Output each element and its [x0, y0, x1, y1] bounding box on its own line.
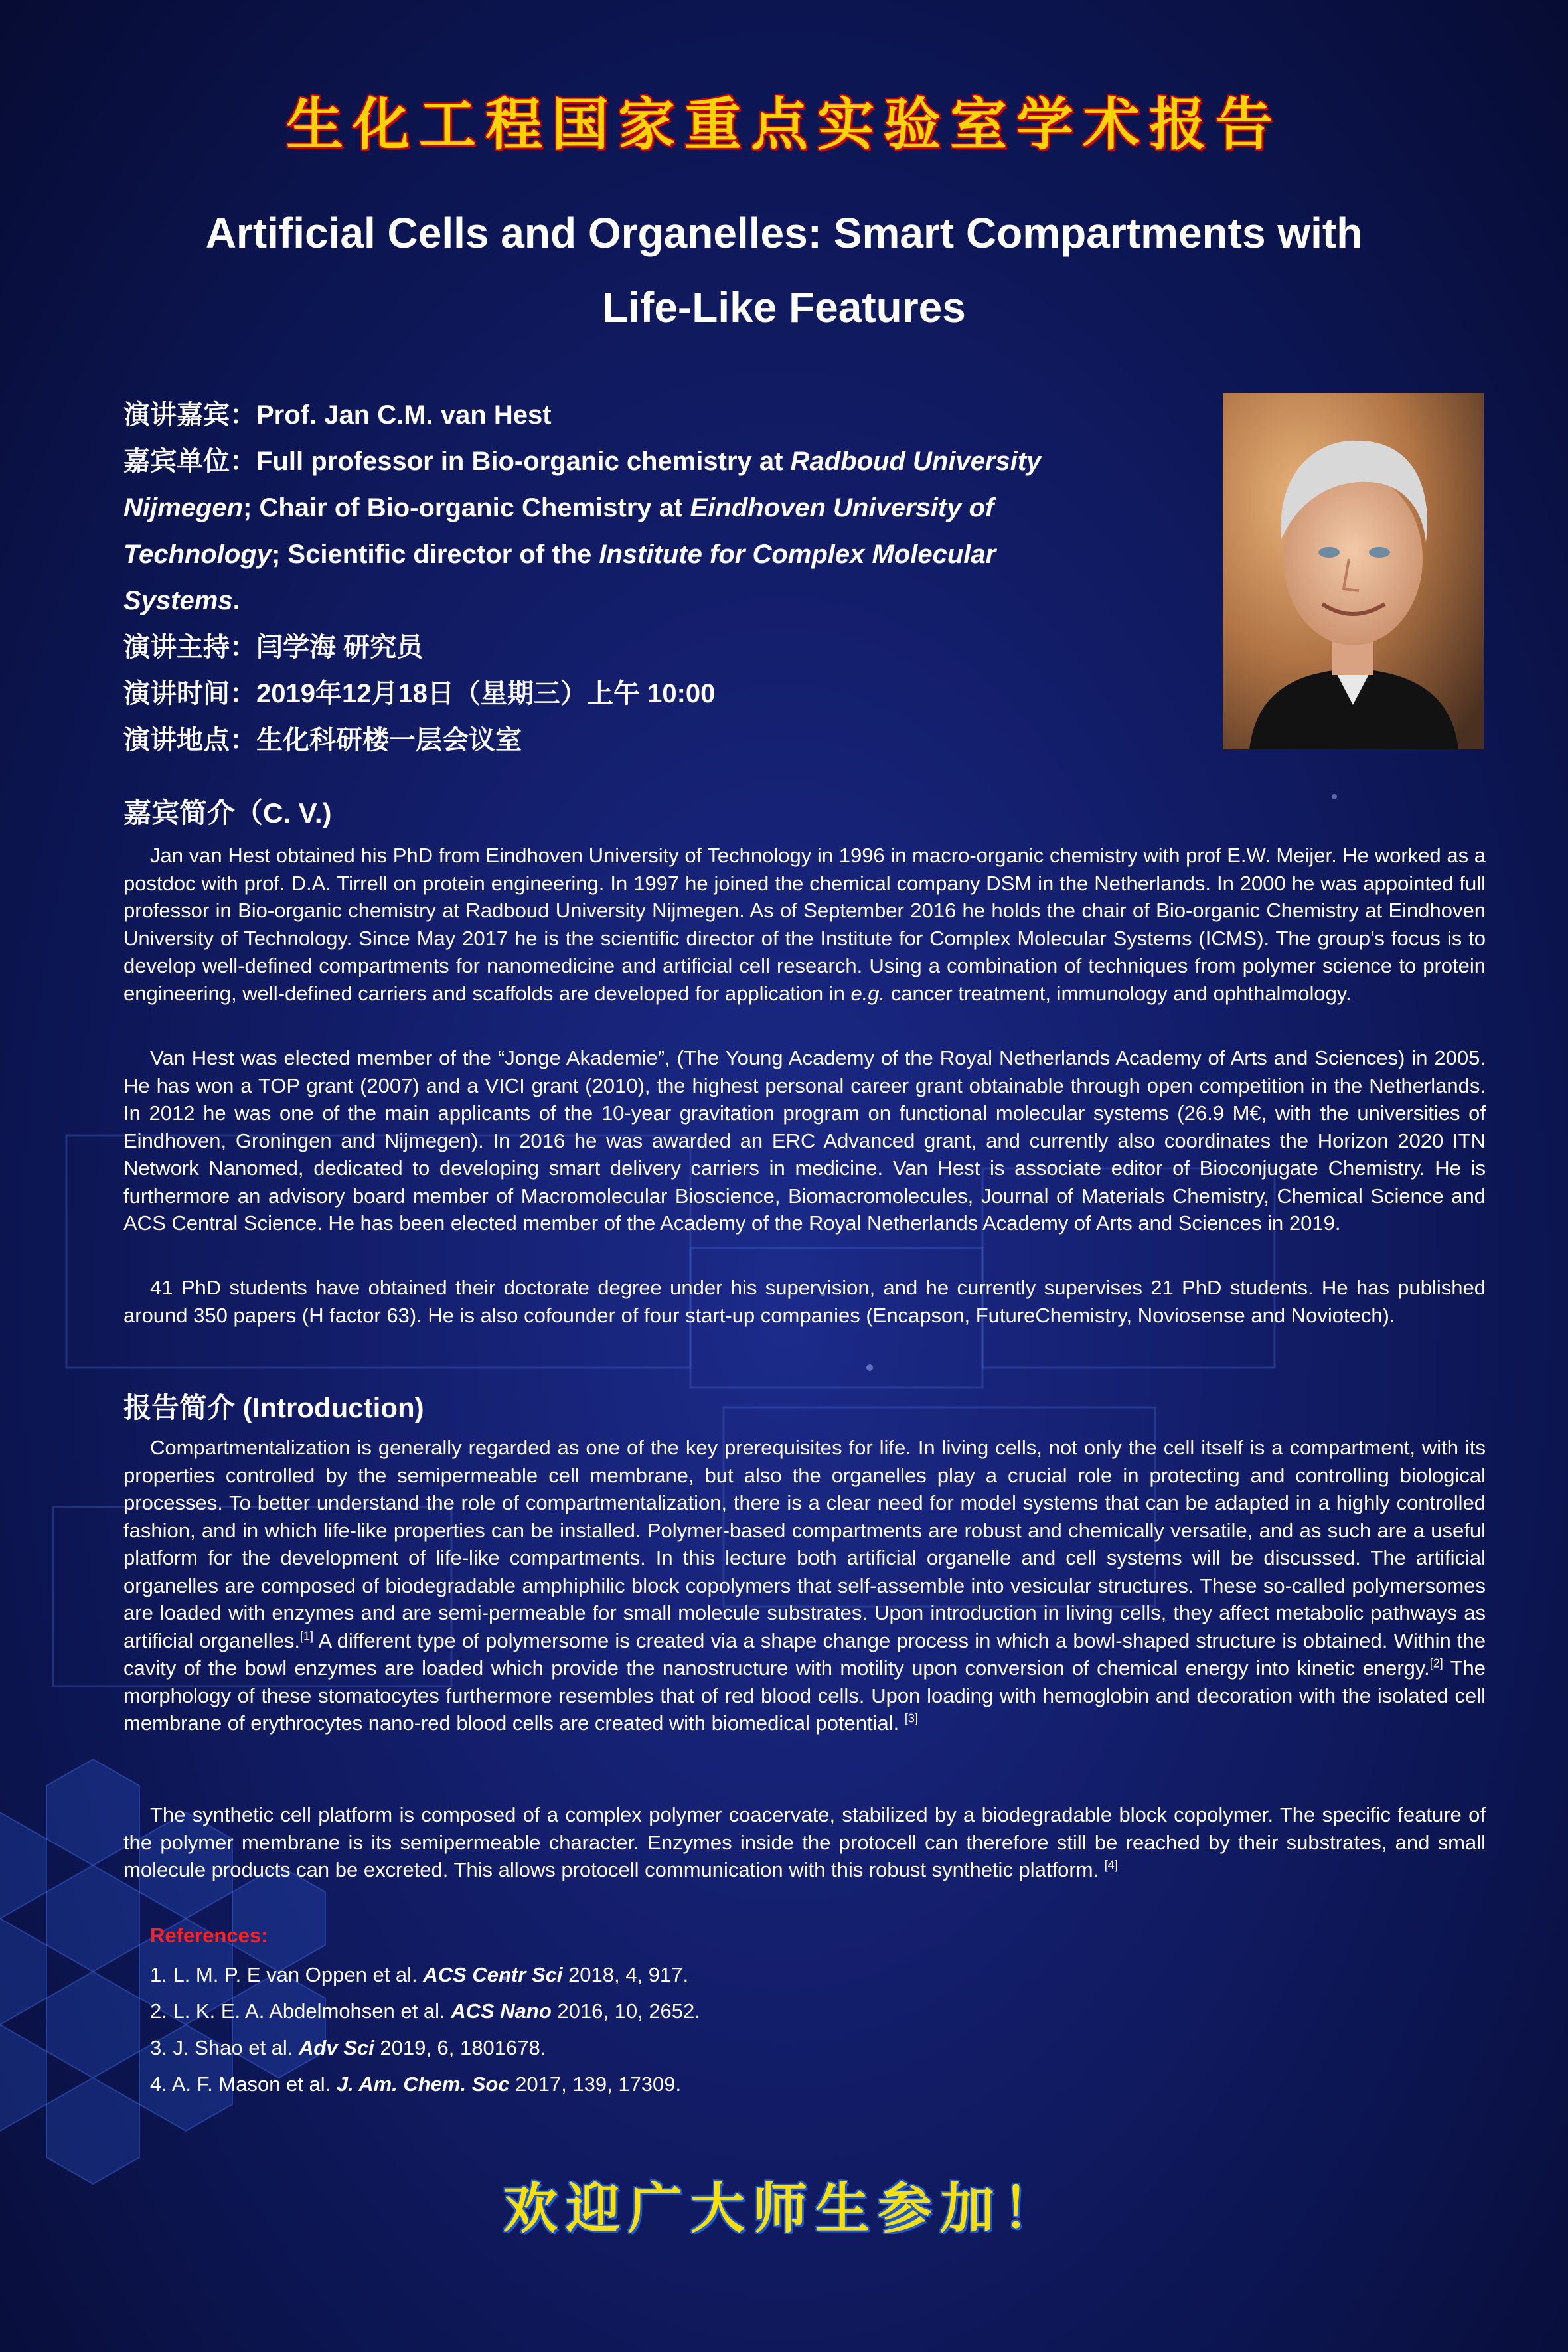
speaker-row — [123, 392, 1186, 438]
speaker-portrait-icon — [1223, 393, 1484, 749]
cv-section-title: 嘉宾简介（C. V.) — [123, 797, 332, 828]
reference-journal: J. Am. Chem. Soc — [336, 2073, 510, 2096]
cv-paragraph — [123, 842, 1486, 1007]
reference-details: 2019, 6, 1801678. — [374, 2036, 546, 2059]
intro-section-title: 报告简介 (Introduction) — [123, 1392, 424, 1423]
time-label: 演讲时间： — [123, 678, 256, 709]
affiliation-text: ; Chair of Bio-organic Chemistry at — [243, 493, 690, 522]
time-row — [123, 670, 1186, 717]
citation-mark: [1] — [299, 1629, 313, 1643]
intro-text: The morphology of these stomatocytes furthermore resembles that of red blood cells. Upon loading with hemoglobin and decoration with the isolated cell membrane of erythrocytes nano-red blood cells are created with biomedical potential. — [123, 1656, 1486, 1735]
affiliation-row — [123, 438, 1186, 624]
talk-place: 生化科研楼一层会议室 — [256, 726, 522, 755]
speaker-label: 演讲嘉宾： — [123, 400, 256, 430]
talk-title-line: Artificial Cells and Organelles: Smart Compartments with — [205, 209, 1363, 257]
citation-mark: [2] — [1429, 1656, 1443, 1670]
reference-details: 2016, 10, 2652. — [551, 1999, 700, 2023]
intro-text: Compartmentalization is generally regarded as one of the key prerequisites for life. In living cells, not only the cell itself is a compartment, with its properties controlled by the semipermeable cell membrane, but also the organelles play a crucial role in protecting and controlling biological processes. To better understand the role of compartmentalization, there is a clear need for model systems that can be adapted in a highly controlled fashion, and in which life-like properties can be installed. Polymer-based compartments are robust and chemically versatile, and as such are a useful platform for the development of life-like compartments. In this lecture both artificial organelle and cell systems will be discussed. The artificial organelles are composed of biodegradable amphiphilic block copolymers that self-assemble into vesicular structures. These so-called polymersomes are loaded with enzymes and are semi-permeable for small molecule substrates. Upon introduction in living cells, they affect metabolic pathways as artificial organelles. — [123, 1436, 1486, 1652]
affiliation-italic: Radboud University — [790, 447, 1042, 476]
reference-journal: Adv Sci — [299, 2036, 374, 2059]
affiliation-text: ; Scientific director of the — [271, 540, 599, 569]
reference-authors: 1. L. M. P. E van Oppen et al. — [150, 1963, 424, 1986]
welcome-banner: 欢迎广大师生参加！ — [503, 2177, 1065, 2240]
references-title: References: — [150, 1924, 268, 1947]
host-row — [123, 624, 1186, 670]
affiliation-italic: Institute for Complex Molecular — [599, 540, 996, 569]
affiliation-text: . — [232, 586, 240, 615]
affiliation-italic: Technology — [123, 540, 272, 569]
reference-item — [150, 2073, 681, 2096]
cv-text-italic: e.g. — [850, 981, 886, 1005]
host-label: 演讲主持： — [123, 632, 256, 663]
reference-details: 2018, 4, 917. — [562, 1963, 689, 1986]
affiliation-italic: Eindhoven University of — [690, 493, 994, 522]
intro-text: The synthetic cell platform is composed of a complex polymer coacervate, stabilized by a biodegradable block copolymer. The specific feature of the polymer membrane is its semipermeable character. Enzymes inside the protocell can therefore still be reached by their substrates, and small molecule products can be excreted. This allows protocell communication with this robust synthetic platform. — [123, 1803, 1486, 1881]
intro-paragraph — [123, 1801, 1486, 1884]
talk-title — [100, 196, 1468, 345]
reference-journal: ACS Centr Sci — [423, 1963, 563, 1986]
poster-title: 生化工程国家重点实验室学术报告 — [286, 92, 1282, 158]
citation-mark: [3] — [904, 1711, 918, 1725]
intro-text: A different type of polymersome is created via a shape change process in which a bowl-shaped structure is obtained. Within the cavity of the bowl enzymes are loaded which provide the nanostructure with motility upon conversion of chemical energy into kinetic energy. — [123, 1628, 1486, 1680]
reference-authors: 2. L. K. E. A. Abdelmohsen et al. — [150, 1999, 451, 2023]
place-label: 演讲地点： — [123, 725, 256, 755]
reference-item — [150, 2036, 546, 2060]
affiliation-label: 嘉宾单位： — [123, 446, 256, 477]
talk-info — [123, 392, 1186, 763]
reference-item — [150, 1999, 700, 2023]
reference-authors: 4. A. F. Mason et al. — [150, 2073, 337, 2096]
affiliation-italic: Nijmegen — [123, 493, 244, 522]
speaker-name: Prof. Jan C.M. van Hest — [256, 400, 552, 430]
speaker-photo — [1223, 393, 1484, 749]
place-row — [123, 717, 1186, 763]
reference-item — [150, 1963, 688, 1987]
reference-journal: ACS Nano — [451, 1999, 552, 2023]
affiliation-text: Full professor in Bio-organic chemistry at — [256, 447, 791, 476]
talk-time: 2019年12月18日（星期三）上午 10:00 — [256, 679, 716, 708]
citation-mark: [4] — [1104, 1858, 1118, 1872]
reference-authors: 3. J. Shao et al. — [150, 2036, 299, 2059]
talk-title-line: Life-Like Features — [602, 283, 966, 331]
cv-paragraph: Van Hest was elected member of the “Jonge Akademie”, (The Young Academy of the Royal Netherlands Academy of Arts and Sciences) in 2005. He has won a TOP grant (2007) and a VICI grant (2010), the highest personal career grant obtainable through open competition in the Netherlands. In 2012 he was one of the main applicants of the 10-year gravitation program on functional molecular systems (26.9 M€, with the universities of Eindhoven, Groningen and Nijmegen). In 2016 he was awarded an ERC Advanced grant, and currently also coordinates the Horizon 2020 ITN Network Nanomed, dedicated to developing smart delivery carriers in medicine. Van Hest is associate editor of Bioconjugate Chemistry. He is furthermore an advisory board member of Macromolecular Bioscience, Biomacromolecules, Journal of Materials Chemistry, Chemical Science and ACS Central Science. He has been elected member of the Academy of the Royal Netherlands Academy of Arts and Sciences in 2019. — [123, 1046, 1486, 1235]
affiliation-italic: Systems — [123, 586, 233, 615]
cv-text: cancer treatment, immunology and ophthalmology. — [885, 981, 1352, 1005]
cv-text: Jan van Hest obtained his PhD from Eindhoven University of Technology in 1996 in macro-organic chemistry with prof E.W. Meijer. He worked as a postdoc with prof. D.A. Tirrell on protein engineering. In 1997 he joined the chemical company DSM in the Netherlands. In 2000 he was appointed full professor in Bio-organic chemistry at Radboud University Nijmegen. As of September 2016 he holds the chair of Bio-organic Chemistry at Eindhoven University of Technology. Since May 2017 he is the scientific director of the Institute for Complex Molecular Systems (ICMS). The group’s focus is to develop well-defined compartments for nanomedicine and artificial cell research. Using a combination of techniques from polymer science to protein engineering, well-defined carriers and scaffolds are developed for application in — [123, 844, 1486, 1005]
intro-paragraph — [123, 1434, 1486, 1737]
host-name: 闫学海 研究员 — [256, 633, 424, 662]
cv-paragraph: 41 PhD students have obtained their doctorate degree under his supervision, and he currently supervises 21 PhD students. He has published around 350 papers (H factor 63). He is also cofounder of four start-up companies (Encapson, FutureChemistry, Noviosense and Noviotech). — [123, 1276, 1486, 1327]
reference-details: 2017, 139, 17309. — [509, 2073, 682, 2096]
